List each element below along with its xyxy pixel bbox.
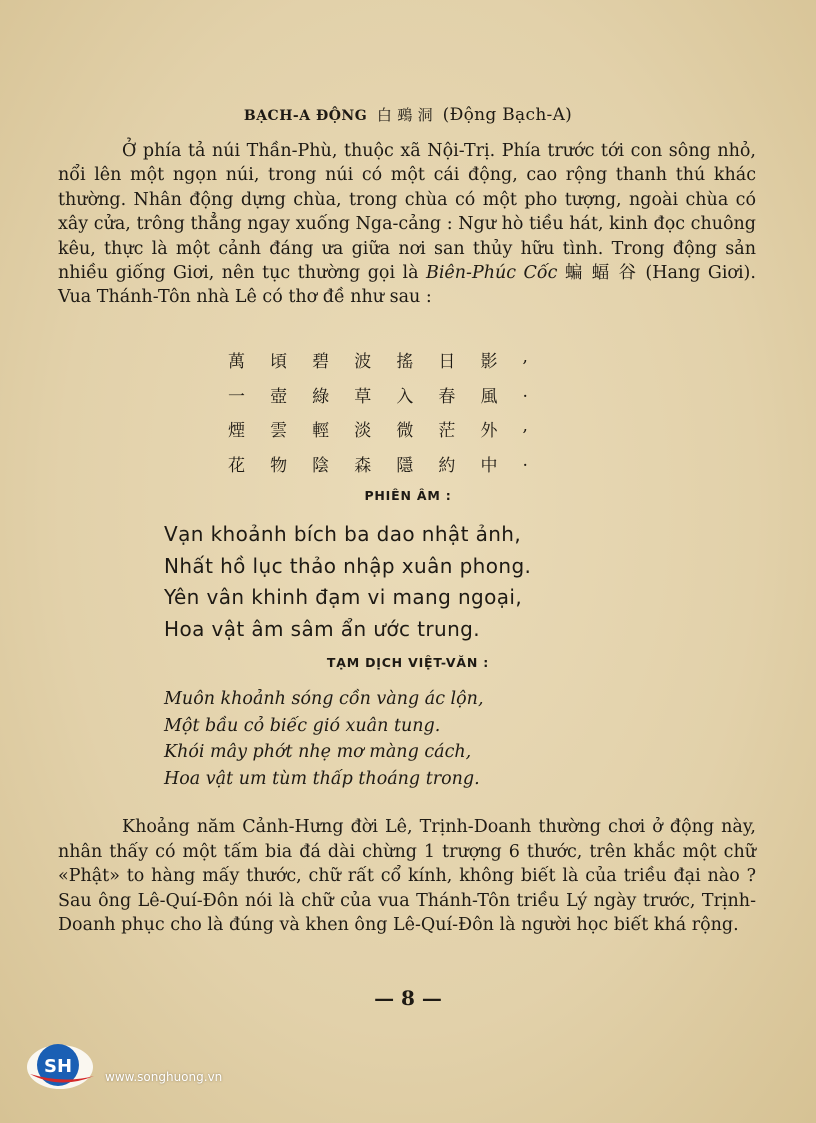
han-punct: . (522, 450, 528, 471)
han-char: 草 (354, 386, 372, 407)
han-char: 入 (396, 386, 414, 407)
closing-paragraph (58, 815, 756, 938)
section-heading (0, 104, 816, 125)
heading-parenthetical: (Động Bạch-A) (442, 105, 573, 125)
han-punct: , (522, 347, 528, 367)
tam-dich-poem (164, 686, 484, 792)
tam-dich-line: Khói mây phớt nhẹ mơ màng cách, (164, 742, 472, 762)
website-watermark[interactable]: www.songhuong.vn (105, 1070, 223, 1084)
han-char: 花 (228, 455, 245, 476)
han-char: 波 (354, 352, 372, 372)
han-char: 外 (480, 421, 498, 441)
han-char: 壺 (270, 386, 288, 407)
phien-am-line: Nhất hồ lục thảo nhập xuân phong. (164, 553, 532, 578)
han-char: 雲 (270, 421, 288, 441)
han-char: 碧 (312, 352, 330, 372)
page-number: — 8 — (374, 986, 442, 1010)
songhuong-logo-icon (24, 1040, 98, 1092)
heading-han-characters: 白 鵐 洞 (376, 106, 433, 124)
han-poem-line (228, 382, 528, 417)
han-char: 中 (480, 455, 498, 476)
intro-text-after: (Hang Giơi). Vua Thánh-Tôn nhà Lê có thơ đề như sau : (58, 263, 756, 308)
intro-italic-name: Biên-Phúc Cốc (425, 263, 558, 284)
han-char: 頃 (270, 352, 288, 372)
han-poem-line (228, 416, 528, 451)
han-char: 陰 (312, 455, 330, 476)
intro-paragraph (58, 139, 756, 310)
han-char: 煙 (228, 421, 245, 441)
han-char: 微 (396, 421, 414, 441)
han-char: 淡 (354, 421, 372, 441)
tam-dich-line: Muôn khoảnh sóng cồn vàng ác lộn, (164, 689, 484, 709)
han-poem (228, 347, 528, 485)
phien-am-line: Hoa vật âm sâm ẩn ước trung. (164, 616, 481, 641)
han-char: 日 (438, 352, 456, 372)
intro-text-before: Ở phía tả núi Thần-Phù, thuộc xã Nội-Trị. Phía trước tới con sông nhỏ, nổi lên một ngọn núi, trong núi có một cái động, cao rộng thanh thú khác thường. Nhân động dựng chùa, trong chùa có một pho tượng, ngoài chùa có xây cửa, trông thẳng ngay xuống Nga-cảng : Ngư hò tiều hát, kinh đọc chuông kêu, thực là một cảnh đáng ưa giữa nơi san thủy hữu tình. Trong động sản nhiều giống Giơi, nên tục thường gọi là (58, 141, 756, 284)
phien-am-poem (164, 519, 531, 645)
han-char: 約 (438, 455, 456, 476)
logo-text: SH (43, 1056, 73, 1077)
phien-am-label: PHIÊN ÂM : (364, 488, 452, 503)
han-char: 風 (480, 386, 498, 407)
han-char: 春 (438, 386, 456, 407)
phien-am-line: Vạn khoảnh bích ba dao nhật ảnh, (164, 522, 522, 546)
han-char: 影 (480, 352, 498, 372)
han-poem-line (228, 451, 528, 486)
han-char: 茫 (438, 421, 456, 441)
han-punct: . (522, 381, 528, 402)
han-poem-line (228, 347, 528, 382)
intro-han-name: 蝙 蝠 谷 (564, 263, 638, 284)
han-char: 森 (354, 455, 372, 476)
han-char: 萬 (228, 352, 245, 372)
han-char: 輕 (312, 421, 330, 441)
han-char: 隱 (396, 455, 414, 476)
tam-dich-line: Hoa vật um tùm thấp thoáng trong. (164, 768, 480, 789)
heading-title: BẠCH-A ĐỘNG (243, 108, 368, 124)
closing-text: Khoảng năm Cảnh-Hưng đời Lê, Trịnh-Doanh thường chơi ở động này, nhân thấy có một tấm bia đá dài chừng 1 trượng 6 thước, trên khắc một chữ «Phật» to hàng mấy thước, chữ rất cổ kính, không biết là của triều đại nào ? Sau ông Lê-Quí-Đôn nói là chữ của vua Thánh-Tôn triều Lý ngày trước, Trịnh-Doanh phục cho là đúng và khen ông Lê-Quí-Đôn là người học biết khá rộng. (58, 817, 756, 936)
han-char: 綠 (312, 386, 330, 407)
tam-dich-label: TẠM DỊCH VIỆT-VĂN : (326, 655, 490, 670)
phien-am-line: Yên vân khinh đạm vi mang ngoại, (164, 585, 523, 609)
han-char: 一 (228, 386, 245, 407)
han-char: 搖 (396, 352, 414, 372)
tam-dich-line: Một bầu cỏ biếc gió xuân tung. (164, 715, 441, 736)
han-char: 物 (270, 455, 288, 476)
han-punct: , (522, 416, 528, 436)
